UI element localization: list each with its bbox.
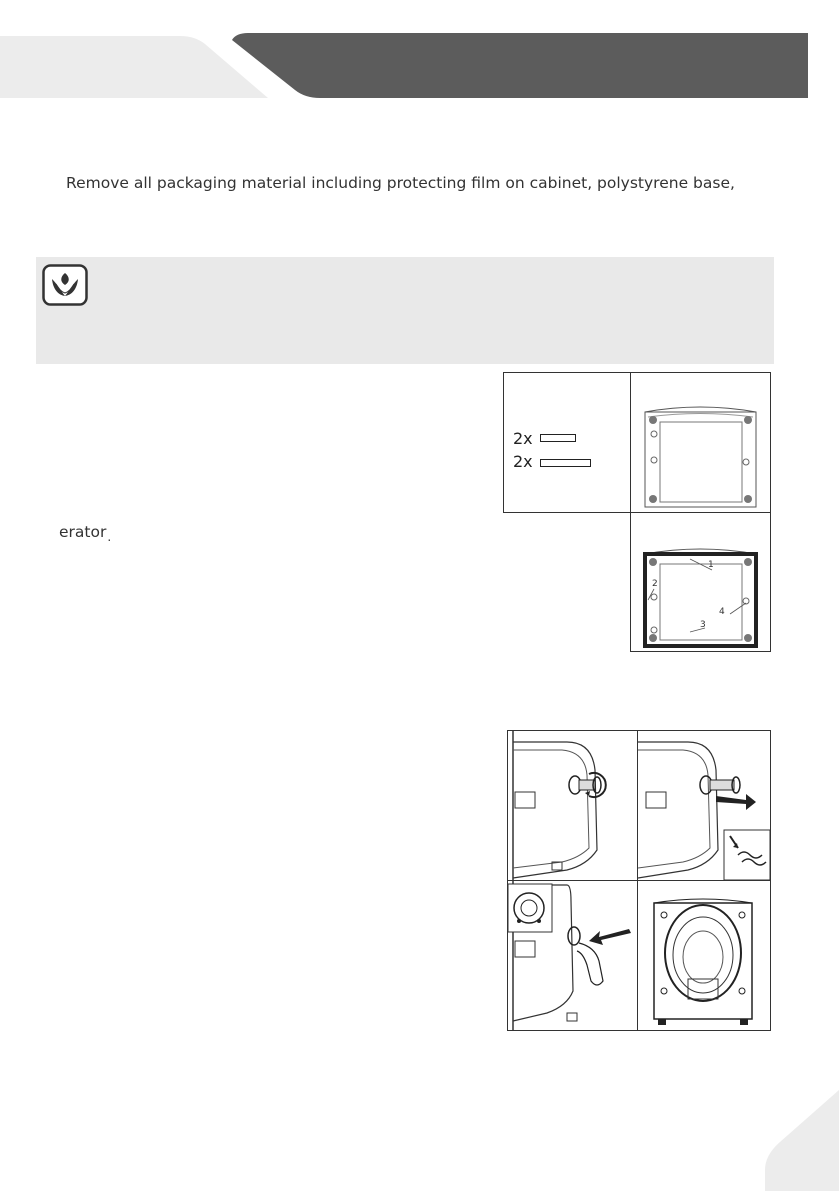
note-box xyxy=(36,257,774,364)
part-number-4: 4 xyxy=(719,607,725,617)
truncated-text xyxy=(59,523,111,544)
page-corner-tab xyxy=(760,1090,839,1191)
part-number-3: 3 xyxy=(700,620,706,630)
recycle-tulip-icon xyxy=(42,264,88,306)
long-bar-part xyxy=(540,459,591,467)
header-light-tab xyxy=(0,36,268,98)
qty-label-a: 2x xyxy=(513,429,533,448)
step-unscrew-bolt-drawing xyxy=(507,730,637,880)
step-remove-bolt-drawing xyxy=(638,730,771,880)
step-insert-cap-drawing xyxy=(507,881,637,1031)
page-header-band xyxy=(0,0,839,110)
intro-instruction-text: Remove all packaging material including protecting film on cabinet, polystyrene base, xyxy=(66,174,735,192)
truncated-word: erator xyxy=(59,523,107,541)
part-number-2: 2 xyxy=(652,579,658,589)
header-dark-band xyxy=(232,33,808,98)
base-top-view-drawing xyxy=(630,372,771,513)
truncated-punctuation: . xyxy=(107,530,112,544)
qty-label-b: 2x xyxy=(513,452,533,471)
step-machine-front-drawing xyxy=(638,881,771,1031)
short-bar-part xyxy=(540,434,576,442)
part-number-1: 1 xyxy=(708,560,714,570)
